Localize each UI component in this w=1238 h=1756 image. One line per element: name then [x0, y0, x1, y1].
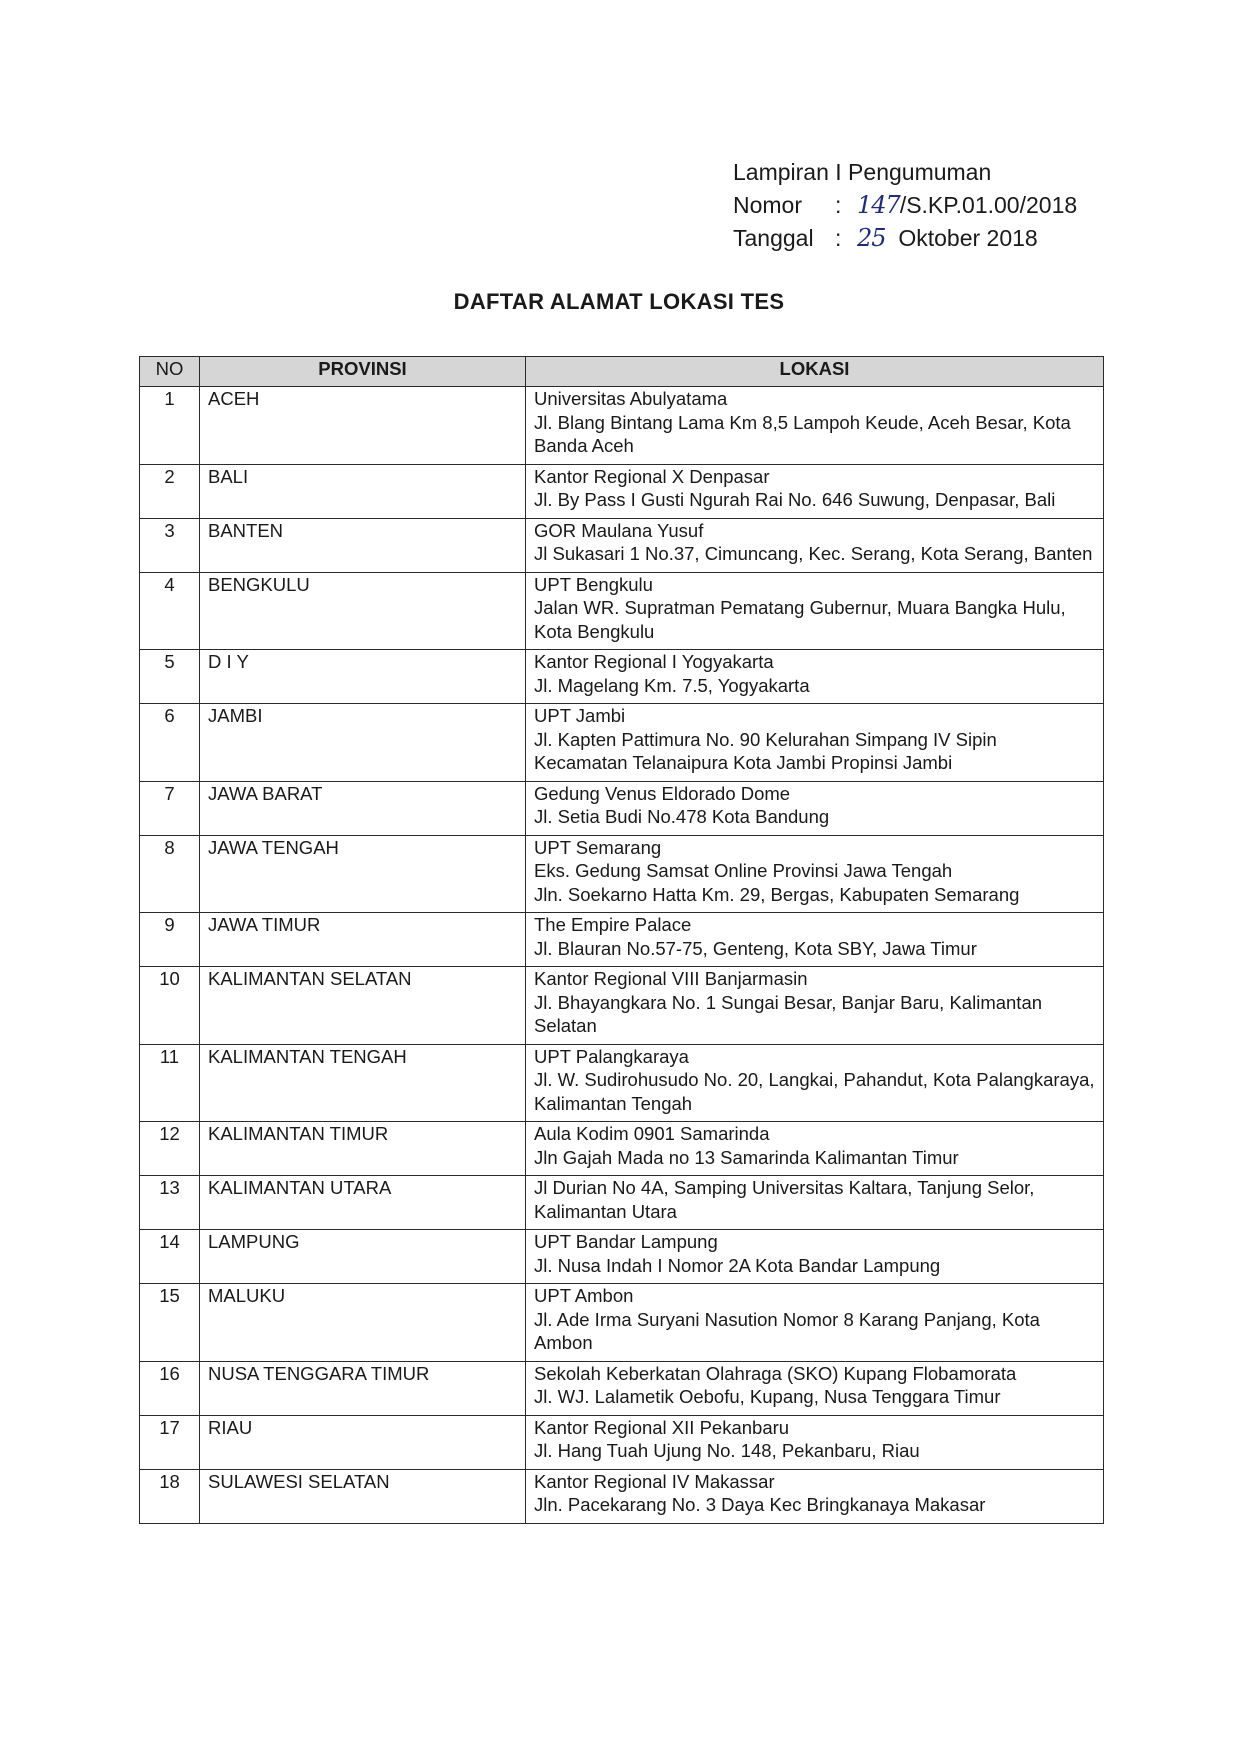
row-number: 14	[140, 1230, 200, 1284]
table-row	[140, 1122, 1104, 1176]
row-lokasi	[526, 572, 1104, 650]
row-provinsi: SULAWESI SELATAN	[200, 1469, 526, 1523]
attachment-label: Lampiran I Pengumuman	[733, 159, 992, 185]
lokasi-address-line: Jl. Magelang Km. 7.5, Yogyakarta	[534, 674, 810, 696]
lokasi-address-line: Jl. By Pass I Gusti Ngurah Rai No. 646 Suwung, Denpasar, Bali	[534, 489, 1056, 510]
row-provinsi: BANTEN	[200, 518, 526, 572]
lokasi-venue: UPT Bengkulu	[534, 573, 653, 595]
table-row	[140, 967, 1104, 1045]
row-number: 1	[140, 387, 200, 465]
row-lokasi	[526, 464, 1104, 518]
lokasi-address-line: Jl. Setia Budi No.478 Kota Bandung	[534, 806, 830, 827]
table-row	[140, 1230, 1104, 1284]
table-row	[140, 781, 1104, 835]
row-number: 4	[140, 572, 200, 650]
table-row	[140, 464, 1104, 518]
row-lokasi	[526, 967, 1104, 1045]
table-header-row	[140, 357, 1104, 387]
lokasi-address-line: Eks. Gedung Samsat Online Provinsi Jawa Tengah	[534, 860, 953, 881]
row-lokasi	[526, 1469, 1104, 1523]
lokasi-venue: UPT Semarang	[534, 836, 662, 858]
row-provinsi: MALUKU	[200, 1284, 526, 1362]
row-number: 7	[140, 781, 200, 835]
table-body	[140, 387, 1104, 1524]
table-row	[140, 650, 1104, 704]
row-number: 10	[140, 967, 200, 1045]
attachment-header	[733, 156, 1077, 255]
row-lokasi	[526, 1361, 1104, 1415]
lokasi-venue: Aula Kodim 0901 Samarinda	[534, 1123, 770, 1144]
nomor-line	[733, 189, 1077, 222]
tanggal-colon: :	[835, 225, 842, 251]
tanggal-suffix: Oktober 2018	[898, 225, 1038, 251]
row-lokasi	[526, 781, 1104, 835]
row-provinsi: KALIMANTAN TENGAH	[200, 1044, 526, 1122]
lokasi-address-line: Jl. Kapten Pattimura No. 90 Kelurahan Simpang IV Sipin Kecamatan Telanaipura Kota Jambi Propinsi Jambi	[534, 728, 997, 773]
row-lokasi	[526, 704, 1104, 782]
lokasi-address-line: Jln. Soekarno Hatta Km. 29, Bergas, Kabupaten Semarang	[534, 883, 1020, 905]
tanggal-line	[733, 222, 1077, 255]
row-provinsi: JAWA BARAT	[200, 781, 526, 835]
lokasi-venue: UPT Bandar Lampung	[534, 1231, 718, 1252]
nomor-suffix: /S.KP.01.00/2018	[899, 192, 1078, 218]
row-provinsi: KALIMANTAN SELATAN	[200, 967, 526, 1045]
table-row	[140, 572, 1104, 650]
nomor-label: Nomor	[733, 192, 803, 218]
lokasi-address-line: Jl. Nusa Indah I Nomor 2A Kota Bandar Lampung	[534, 1254, 941, 1276]
table-row	[140, 913, 1104, 967]
row-number: 15	[140, 1284, 200, 1362]
lokasi-address-line: Jl. Blang Bintang Lama Km 8,5 Lampoh Keude, Aceh Besar, Kota Banda Aceh	[534, 411, 1071, 456]
row-provinsi: KALIMANTAN TIMUR	[200, 1122, 526, 1176]
row-lokasi	[526, 835, 1104, 913]
row-provinsi: RIAU	[200, 1415, 526, 1469]
lokasi-venue: UPT Jambi	[534, 705, 626, 726]
table-row	[140, 1415, 1104, 1469]
lokasi-address-line: Jalan WR. Supratman Pematang Gubernur, Muara Bangka Hulu, Kota Bengkulu	[534, 597, 1066, 642]
lokasi-address-line: Jln Gajah Mada no 13 Samarinda Kalimantan Timur	[534, 1146, 959, 1168]
lokasi-venue: UPT Ambon	[534, 1285, 634, 1306]
row-lokasi	[526, 1415, 1104, 1469]
row-provinsi: BENGKULU	[200, 572, 526, 650]
lokasi-venue: Jl Durian No 4A, Samping Universitas Kaltara, Tanjung Selor, Kalimantan Utara	[534, 1177, 1035, 1222]
table-row	[140, 704, 1104, 782]
tanggal-handwritten: 25	[857, 224, 886, 252]
column-header-lokasi: LOKASI	[526, 357, 1104, 387]
lokasi-address-line: Jl. Bhayangkara No. 1 Sungai Besar, Banjar Baru, Kalimantan Selatan	[534, 991, 1043, 1036]
lokasi-venue: Kantor Regional X Denpasar	[534, 465, 770, 487]
row-number: 16	[140, 1361, 200, 1415]
row-lokasi	[526, 1230, 1104, 1284]
row-lokasi	[526, 1044, 1104, 1122]
table-row	[140, 1469, 1104, 1523]
table-row	[140, 1284, 1104, 1362]
row-number: 5	[140, 650, 200, 704]
table-row	[140, 1361, 1104, 1415]
location-table	[139, 356, 1104, 1524]
row-provinsi: BALI	[200, 464, 526, 518]
row-number: 17	[140, 1415, 200, 1469]
row-lokasi	[526, 650, 1104, 704]
lokasi-address-line: Jln. Pacekarang No. 3 Daya Kec Bringkanaya Makasar	[534, 1494, 986, 1515]
lokasi-address-line: Jl. Ade Irma Suryani Nasution Nomor 8 Karang Panjang, Kota Ambon	[534, 1308, 1040, 1353]
row-number: 2	[140, 464, 200, 518]
nomor-handwritten: 147	[857, 191, 900, 219]
row-lokasi	[526, 518, 1104, 572]
tanggal-label: Tanggal	[733, 225, 814, 251]
row-lokasi	[526, 913, 1104, 967]
row-provinsi: KALIMANTAN UTARA	[200, 1176, 526, 1230]
table-row	[140, 387, 1104, 465]
lokasi-venue: GOR Maulana Yusuf	[534, 519, 704, 541]
row-number: 6	[140, 704, 200, 782]
row-provinsi: ACEH	[200, 387, 526, 465]
lokasi-venue: Kantor Regional IV Makassar	[534, 1470, 775, 1492]
row-number: 3	[140, 518, 200, 572]
column-header-no: NO	[140, 357, 200, 387]
row-lokasi	[526, 1122, 1104, 1176]
row-lokasi	[526, 1176, 1104, 1230]
table-row	[140, 1176, 1104, 1230]
row-number: 18	[140, 1469, 200, 1523]
lokasi-address-line: Jl. WJ. Lalametik Oebofu, Kupang, Nusa Tenggara Timur	[534, 1386, 1001, 1407]
table-row	[140, 518, 1104, 572]
lokasi-venue: UPT Palangkaraya	[534, 1045, 689, 1067]
row-provinsi: JAMBI	[200, 704, 526, 782]
lokasi-venue: Universitas Abulyatama	[534, 388, 728, 409]
document-title: DAFTAR ALAMAT LOKASI TES	[453, 289, 785, 314]
row-provinsi: JAWA TENGAH	[200, 835, 526, 913]
nomor-colon: :	[835, 192, 842, 218]
table-row	[140, 835, 1104, 913]
row-provinsi: D I Y	[200, 650, 526, 704]
row-number: 13	[140, 1176, 200, 1230]
row-provinsi: JAWA TIMUR	[200, 913, 526, 967]
lokasi-venue: Kantor Regional I Yogyakarta	[534, 651, 774, 672]
lokasi-address-line: Jl. W. Sudirohusudo No. 20, Langkai, Pahandut, Kota Palangkaraya, Kalimantan Tengah	[534, 1069, 1095, 1114]
row-number: 11	[140, 1044, 200, 1122]
row-number: 9	[140, 913, 200, 967]
row-number: 8	[140, 835, 200, 913]
table-row	[140, 1044, 1104, 1122]
lokasi-venue: Kantor Regional XII Pekanbaru	[534, 1416, 790, 1438]
row-provinsi: LAMPUNG	[200, 1230, 526, 1284]
column-header-provinsi: PROVINSI	[200, 357, 526, 387]
row-lokasi	[526, 1284, 1104, 1362]
attachment-line	[733, 156, 1077, 189]
lokasi-venue: Sekolah Keberkatan Olahraga (SKO) Kupang Flobamorata	[534, 1362, 1017, 1384]
row-lokasi	[526, 387, 1104, 465]
lokasi-address-line: Jl. Hang Tuah Ujung No. 148, Pekanbaru, Riau	[534, 1440, 920, 1461]
lokasi-venue: The Empire Palace	[534, 914, 692, 935]
row-number: 12	[140, 1122, 200, 1176]
lokasi-address-line: Jl Sukasari 1 No.37, Cimuncang, Kec. Serang, Kota Serang, Banten	[534, 543, 1093, 564]
row-provinsi: NUSA TENGGARA TIMUR	[200, 1361, 526, 1415]
lokasi-address-line: Jl. Blauran No.57-75, Genteng, Kota SBY, Jawa Timur	[534, 937, 977, 959]
lokasi-venue: Kantor Regional VIII Banjarmasin	[534, 968, 808, 989]
lokasi-venue: Gedung Venus Eldorado Dome	[534, 782, 791, 804]
